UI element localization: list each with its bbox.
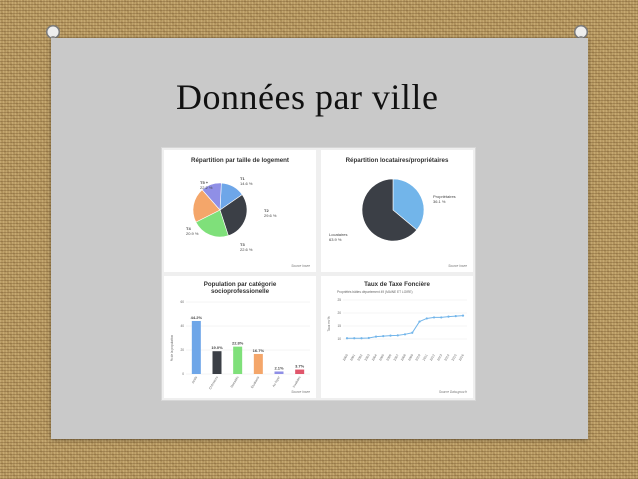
bar [275, 371, 284, 374]
x-tick-label: Actifs [190, 375, 199, 385]
pie-label: T5 + [200, 180, 209, 185]
bar-value-label: 2.1% [274, 365, 284, 371]
pie-label: T4 [186, 226, 191, 231]
pie-value-label: 22.6 % [240, 247, 253, 252]
chart-title-line: Population par catégorie [203, 281, 277, 288]
pie-label: Locataires [329, 232, 348, 237]
bar-value-label: 16.7% [252, 347, 265, 353]
pie-label: Propriétaires [433, 194, 456, 199]
bar [213, 351, 222, 374]
x-tick-label: 2008 [399, 353, 407, 362]
bar [192, 321, 201, 374]
x-tick-label: Au foyer [271, 375, 281, 388]
chart-source: Source Insee [291, 264, 310, 268]
y-tick-label: 25 [337, 298, 341, 303]
chart-panel-tenure [321, 150, 473, 272]
chart-source: Source Insee [448, 264, 467, 268]
slide-title: Données par ville [176, 77, 439, 117]
x-tick-label: 2007 [392, 353, 400, 362]
data-point [368, 337, 370, 339]
chart-title-line: socioprofessionelle [210, 288, 270, 295]
pie-label: T2 [264, 208, 269, 213]
pie-value-label: 22.2 % [200, 185, 213, 190]
bar-value-label: 44.2% [190, 314, 203, 320]
data-point [433, 316, 435, 318]
x-tick-label: 2001 [349, 353, 357, 362]
x-tick-label: Invalides [291, 375, 302, 389]
x-tick-label: 2003 [363, 353, 371, 362]
x-tick-label: Chômeurs [208, 375, 219, 391]
x-tick-label: 2002 [356, 353, 364, 362]
bar [295, 370, 304, 374]
data-point [375, 336, 377, 338]
x-tick-label: 2010 [414, 353, 422, 362]
x-tick-label: 2009 [407, 353, 415, 362]
data-point [360, 337, 362, 339]
y-axis-label: Taux en % [327, 316, 331, 332]
pie-label: T1 [240, 176, 245, 181]
bar-value-label: 22.8% [231, 340, 244, 346]
x-tick-label: 2004 [370, 353, 378, 362]
data-point [447, 316, 449, 318]
chart-title: Répartition par taille de logement [191, 157, 289, 164]
pie-label: T3 [240, 242, 245, 247]
y-tick-label: 20 [180, 348, 184, 353]
x-tick-label: 2014 [443, 353, 451, 362]
bar [254, 354, 263, 374]
x-tick-label: 2005 [378, 353, 386, 362]
data-point [426, 317, 428, 319]
bar-value-label: 3.7% [295, 363, 305, 369]
x-tick-label: 2015 [450, 353, 458, 362]
x-tick-label: Étudiants [250, 375, 261, 390]
pie-value-label: 36.1 % [433, 199, 446, 204]
data-point [404, 333, 406, 335]
y-tick-label: 15 [337, 324, 341, 329]
bar [233, 347, 242, 374]
chart-panel-dwelling-size [164, 150, 316, 272]
data-point [418, 320, 420, 322]
chart-title: Répartition locataires/propriétaires [345, 157, 449, 164]
y-tick-label: 0 [182, 372, 184, 377]
data-point [397, 334, 399, 336]
data-point [382, 335, 384, 337]
data-point [455, 315, 457, 317]
data-point [462, 315, 464, 317]
bar-value-label: 19.0% [211, 345, 223, 351]
data-point [411, 332, 413, 334]
pie-value-label: 29.6 % [264, 213, 277, 218]
chart-panel-population [164, 276, 316, 398]
y-tick-label: 20 [337, 311, 341, 316]
data-point [440, 316, 442, 318]
x-tick-label: 2016 [457, 353, 465, 362]
y-tick-label: 60 [180, 300, 184, 305]
pie-value-label: 63.9 % [329, 237, 342, 242]
pie-value-label: 20.9 % [186, 231, 199, 236]
y-tick-label: 10 [337, 337, 341, 342]
x-tick-label: 2011 [421, 353, 429, 362]
x-tick-label: 2006 [385, 353, 393, 362]
chart-subtitle: Propriétés bâties département 49 (MAINE ET LOIRE) [337, 290, 413, 294]
x-tick-label: 2012 [428, 353, 436, 362]
pie-value-label: 14.6 % [240, 181, 253, 186]
data-point [346, 337, 348, 339]
x-tick-label: 2000 [341, 353, 349, 362]
chart-source: Source Data.gouv.fr [438, 390, 467, 394]
data-point [353, 337, 355, 339]
chart-source: Source Insee [291, 390, 310, 394]
data-point [389, 335, 391, 337]
chart-title: Taux de Taxe Foncière [364, 281, 430, 288]
y-axis-label: % de la population [170, 334, 174, 362]
dashboard-image [161, 147, 476, 401]
x-tick-label: Retraités [229, 375, 240, 389]
x-tick-label: 2013 [436, 353, 444, 362]
chart-panel-tax-rate [321, 276, 473, 398]
y-tick-label: 40 [180, 324, 184, 329]
